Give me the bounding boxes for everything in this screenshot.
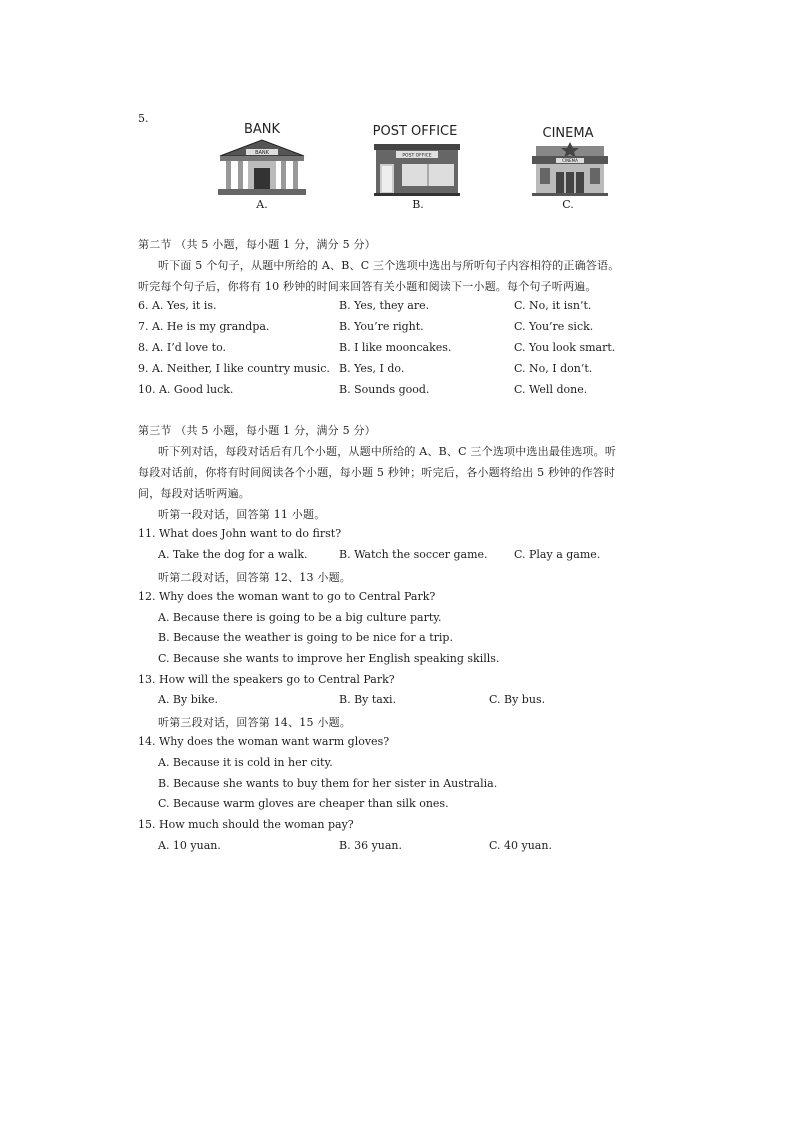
bank-label: BANK [243,122,281,137]
section2-instruction-1: 听下面 5 个句子，从题中所给的 A、B、C 三个选项中选出与所听句子内容相符的正确答语。 [158,259,620,272]
section3-instruction-1: 听下列对话，每段对话后有几个小题，从题中所给的 A、B、C 三个选项中选出最佳选项。听 [158,445,617,458]
section2-instruction-2: 听完每个句子后，你将有 10 秒钟的时间来回答有关小题和阅读下一小题。每个句子听两遍。 [138,280,597,293]
q9-option-b: B. Yes, I do. [339,362,405,375]
q5-option-c: C. [562,198,574,211]
question-5-number: 5. [138,112,149,125]
q13-option-c: C. By bus. [489,693,546,706]
q15-option-b: B. 36 yuan. [339,839,403,852]
q10-option-a: 10. A. Good luck. [138,383,234,396]
q14-option-b: B. Because she wants to buy them for her sister in Australia. [158,777,498,790]
q7-option-a: 7. A. He is my grandpa. [138,320,270,333]
q8-option-b: B. I like mooncakes. [339,341,452,354]
q13-stem: 13. How will the speakers go to Central Park? [138,673,395,686]
q15-stem: 15. How much should the woman pay? [138,818,354,831]
q12-option-c: C. Because she wants to improve her English speaking skills. [158,652,500,665]
post-office-sign-text: POST OFFICE [402,153,432,159]
cinema-sign-text: CINEMA [562,158,578,163]
section3-heading: 第三节 （共 5 小题，每小题 1 分，满分 5 分） [138,424,376,437]
bank-sign-text: BANK [255,150,269,156]
section2-heading: 第二节 （共 5 小题，每小题 1 分，满分 5 分） [138,238,376,251]
q10-option-c: C. Well done. [514,383,588,396]
q15-option-c: C. 40 yuan. [489,839,552,852]
q12-stem: 12. Why does the woman want to go to Central Park? [138,590,436,603]
q8-option-a: 8. A. I’d love to. [138,341,227,354]
q7-option-b: B. You’re right. [339,320,424,333]
section3-instruction-3: 间，每段对话听两遍。 [138,487,250,500]
q6-option-a: 6. A. Yes, it is. [138,299,217,312]
q14-option-c: C. Because warm gloves are cheaper than silk ones. [158,797,449,810]
dialogue1-intro: 听第一段对话，回答第 11 小题。 [158,508,326,521]
dialogue3-intro: 听第三段对话，回答第 14、15 小题。 [158,716,351,729]
q11-option-a: A. Take the dog for a walk. [158,548,308,561]
q12-option-a: A. Because there is going to be a big culture party. [158,611,442,624]
q15-option-a: A. 10 yuan. [158,839,221,852]
bank-building-icon [216,138,308,196]
q13-option-b: B. By taxi. [339,693,397,706]
q9-option-c: C. No, I don’t. [514,362,593,375]
section3-instruction-2: 每段对话前，你将有时间阅读各个小题，每小题 5 秒钟；听完后，各小题将给出 5 秒钟的作答时 [138,466,616,479]
q8-option-c: C. You look smart. [514,341,616,354]
q11-option-b: B. Watch the soccer game. [339,548,488,561]
post-office-label: POST OFFICE [372,124,458,139]
q10-option-b: B. Sounds good. [339,383,430,396]
cinema-label: CINEMA [542,126,594,141]
post-office-building-icon [374,142,460,196]
q14-stem: 14. Why does the woman want warm gloves? [138,735,390,748]
q5-option-a: A. [256,198,268,211]
q7-option-c: C. You’re sick. [514,320,594,333]
q11-option-c: C. Play a game. [514,548,601,561]
q9-option-a: 9. A. Neither, I like country music. [138,362,330,375]
q12-option-b: B. Because the weather is going to be nice for a trip. [158,631,453,644]
dialogue2-intro: 听第二段对话，回答第 12、13 小题。 [158,571,351,584]
q13-option-a: A. By bike. [158,693,218,706]
q11-stem: 11. What does John want to do first? [138,527,342,540]
cinema-building-icon [532,142,608,196]
q14-option-a: A. Because it is cold in her city. [158,756,333,769]
q6-option-b: B. Yes, they are. [339,299,430,312]
q5-option-b: B. [412,198,424,211]
q6-option-c: C. No, it isn’t. [514,299,592,312]
